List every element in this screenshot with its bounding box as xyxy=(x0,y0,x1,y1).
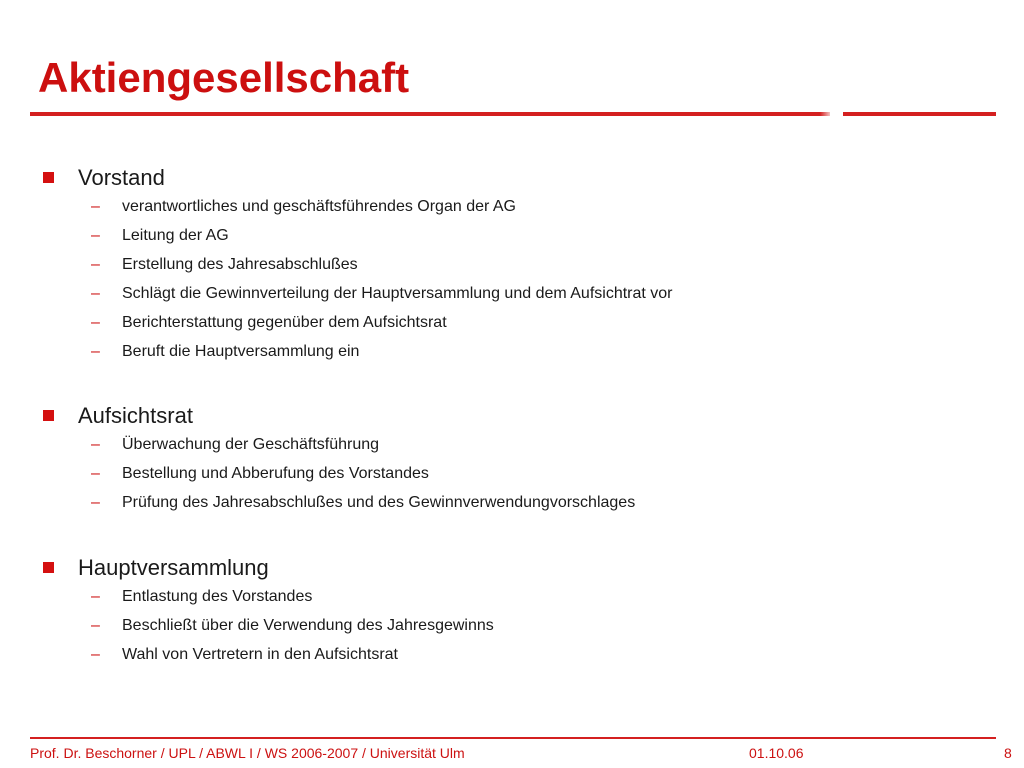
list-item-text: Wahl von Vertretern in den Aufsichtsrat xyxy=(122,646,398,663)
dash-icon: – xyxy=(91,343,100,360)
footer-divider xyxy=(30,737,996,739)
section-label: Vorstand xyxy=(78,165,165,190)
list-item-text: Überwachung der Geschäftsführung xyxy=(122,436,380,453)
list-item-text: Beruft die Hauptversammlung ein xyxy=(122,343,360,360)
dash-icon: – xyxy=(91,285,100,302)
title-underline-left xyxy=(30,112,826,116)
dash-icon: – xyxy=(91,494,100,511)
footer-date: 01.10.06 xyxy=(749,745,804,761)
page-number: 8 xyxy=(1004,745,1012,761)
list-item-text: Entlastung des Vorstandes xyxy=(122,588,313,605)
footer-author: Prof. Dr. Beschorner / UPL / ABWL I / WS 2006-2007 / Universität Ulm xyxy=(30,745,465,761)
dash-icon: – xyxy=(91,314,100,331)
red-square-bullet-icon xyxy=(43,172,54,183)
list-item-text: Prüfung des Jahresabschlußes und des Gewinnverwendungvorschlages xyxy=(122,494,636,511)
dash-icon: – xyxy=(91,198,100,215)
list-item-text: verantwortliches und geschäftsführendes Organ der AG xyxy=(122,198,516,215)
dash-icon: – xyxy=(91,465,100,482)
section-label: Hauptversammlung xyxy=(78,555,269,580)
list-item-text: Schlägt die Gewinnverteilung der Hauptversammlung und dem Aufsichtrat vor xyxy=(122,285,673,302)
list-item-text: Berichterstattung gegenüber dem Aufsichtsrat xyxy=(122,314,447,331)
dash-icon: – xyxy=(91,617,100,634)
list-item-text: Leitung der AG xyxy=(122,227,229,244)
slide-title: Aktiengesellschaft xyxy=(38,54,410,101)
dash-icon: – xyxy=(91,588,100,605)
list-item-text: Beschließt über die Verwendung des Jahresgewinns xyxy=(122,617,494,634)
dash-icon: – xyxy=(91,256,100,273)
section-label: Aufsichtsrat xyxy=(78,403,193,428)
red-square-bullet-icon xyxy=(43,410,54,421)
dash-icon: – xyxy=(91,227,100,244)
list-item-text: Erstellung des Jahresabschlußes xyxy=(122,256,358,273)
red-square-bullet-icon xyxy=(43,562,54,573)
dash-icon: – xyxy=(91,646,100,663)
list-item-text: Bestellung und Abberufung des Vorstandes xyxy=(122,465,429,482)
dash-icon: – xyxy=(91,436,100,453)
title-underline-right xyxy=(843,112,996,116)
